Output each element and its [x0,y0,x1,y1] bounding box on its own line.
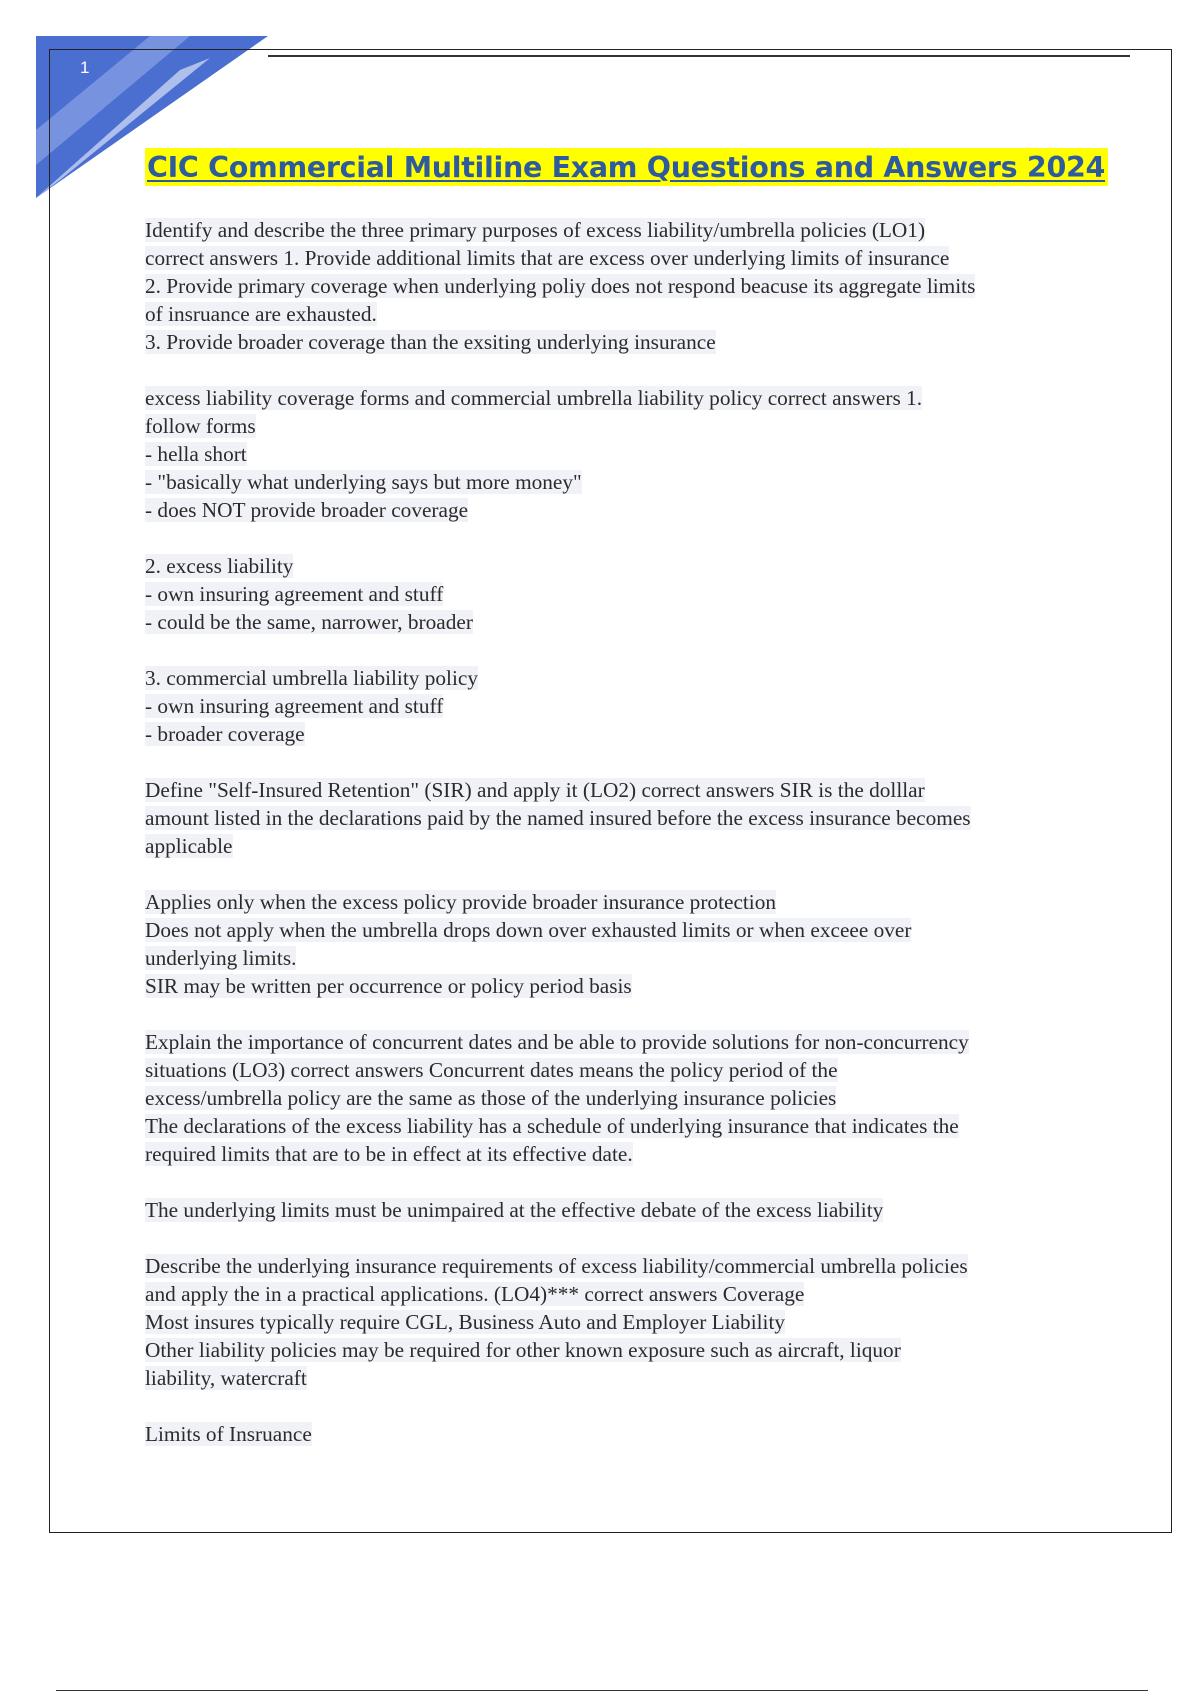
text-line: The underlying limits must be unimpaired at the effective debate of the excess liability [145,1198,884,1222]
line-wrapper [145,804,1105,832]
line-wrapper [145,1196,1105,1224]
qa-paragraph [145,1028,1105,1168]
qa-paragraph [145,1196,1105,1224]
text-line: - broader coverage [145,722,305,746]
qa-paragraph [145,888,1105,1000]
text-line: amount listed in the declarations paid by the named insured before the excess insurance becomes [145,806,971,830]
text-line: underlying limits. [145,946,297,970]
line-wrapper [145,776,1105,804]
line-wrapper [145,580,1105,608]
line-wrapper [145,972,1105,1000]
text-line: - "basically what underlying says but more money" [145,470,582,494]
text-line: and apply the in a practical applications. (LO4)*** correct answers Coverage [145,1282,805,1306]
text-line: The declarations of the excess liability has a schedule of underlying insurance that indicates the [145,1114,959,1138]
text-line: SIR may be written per occurrence or policy period basis [145,974,632,998]
line-wrapper [145,916,1105,944]
text-line: Most insures typically require CGL, Business Auto and Employer Liability [145,1310,786,1334]
line-wrapper [145,216,1105,244]
line-wrapper [145,888,1105,916]
document-title: CIC Commercial Multiline Exam Questions and Answers 2024 [145,148,1108,186]
qa-paragraph [145,1252,1105,1392]
text-line: Describe the underlying insurance requirements of excess liability/commercial umbrella policies [145,1254,968,1278]
line-wrapper [145,412,1105,440]
line-wrapper [145,1056,1105,1084]
text-line: - does NOT provide broader coverage [145,498,469,522]
text-line: Explain the importance of concurrent dates and be able to provide solutions for non-concurrency [145,1030,969,1054]
text-line: follow forms [145,414,256,438]
header-rule [268,55,1130,57]
page-number: 1 [80,58,90,77]
line-wrapper [145,440,1105,468]
line-wrapper [145,1112,1105,1140]
line-wrapper [145,552,1105,580]
line-wrapper [145,1280,1105,1308]
text-line: excess liability coverage forms and commercial umbrella liability policy correct answers 1. [145,386,923,410]
text-line: Define "Self-Insured Retention" (SIR) and apply it (LO2) correct answers SIR is the dolllar [145,778,925,802]
qa-paragraph [145,776,1105,860]
line-wrapper [145,1252,1105,1280]
line-wrapper [145,1308,1105,1336]
line-wrapper [145,1336,1105,1364]
line-wrapper [145,244,1105,272]
line-wrapper [145,720,1105,748]
text-line: required limits that are to be in effect at its effective date. [145,1142,633,1166]
text-line: excess/umbrella policy are the same as those of the underlying insurance policies [145,1086,837,1110]
text-line: Does not apply when the umbrella drops down over exhausted limits or when exceee over [145,918,912,942]
text-line: - own insuring agreement and stuff [145,582,444,606]
footer-rule [56,1690,1148,1691]
text-line: 3. Provide broader coverage than the exsiting underlying insurance [145,330,716,354]
line-wrapper [145,608,1105,636]
line-wrapper [145,328,1105,356]
qa-paragraph [145,384,1105,524]
line-wrapper [145,1420,1105,1448]
text-line: - hella short [145,442,247,466]
line-wrapper [145,1364,1105,1392]
text-line: Other liability policies may be required for other known exposure such as aircraft, liquor [145,1338,901,1362]
line-wrapper [145,468,1105,496]
line-wrapper [145,692,1105,720]
qa-paragraph [145,216,1105,356]
line-wrapper [145,384,1105,412]
text-line: correct answers 1. Provide additional limits that are excess over underlying limits of insurance [145,246,950,270]
text-line: situations (LO3) correct answers Concurrent dates means the policy period of the [145,1058,838,1082]
qa-paragraph [145,552,1105,636]
text-line: Identify and describe the three primary purposes of excess liability/umbrella policies (LO1) [145,218,926,242]
line-wrapper [145,664,1105,692]
line-wrapper [145,1084,1105,1112]
line-wrapper [145,272,1105,300]
qa-paragraph [145,1420,1105,1448]
line-wrapper [145,944,1105,972]
text-line: 2. Provide primary coverage when underlying poliy does not respond beacuse its aggregate limits [145,274,976,298]
line-wrapper [145,832,1105,860]
text-line: Applies only when the excess policy provide broader insurance protection [145,890,777,914]
text-line: - could be the same, narrower, broader [145,610,473,634]
text-line: applicable [145,834,233,858]
document-body [145,216,1105,1476]
line-wrapper [145,1140,1105,1168]
line-wrapper [145,1028,1105,1056]
text-line: - own insuring agreement and stuff [145,694,444,718]
text-line: Limits of Insruance [145,1422,312,1446]
text-line: of insruance are exhausted. [145,302,377,326]
text-line: 2. excess liability [145,554,294,578]
qa-paragraph [145,664,1105,748]
text-line: liability, watercraft [145,1366,307,1390]
line-wrapper [145,300,1105,328]
text-line: 3. commercial umbrella liability policy [145,666,478,690]
line-wrapper [145,496,1105,524]
